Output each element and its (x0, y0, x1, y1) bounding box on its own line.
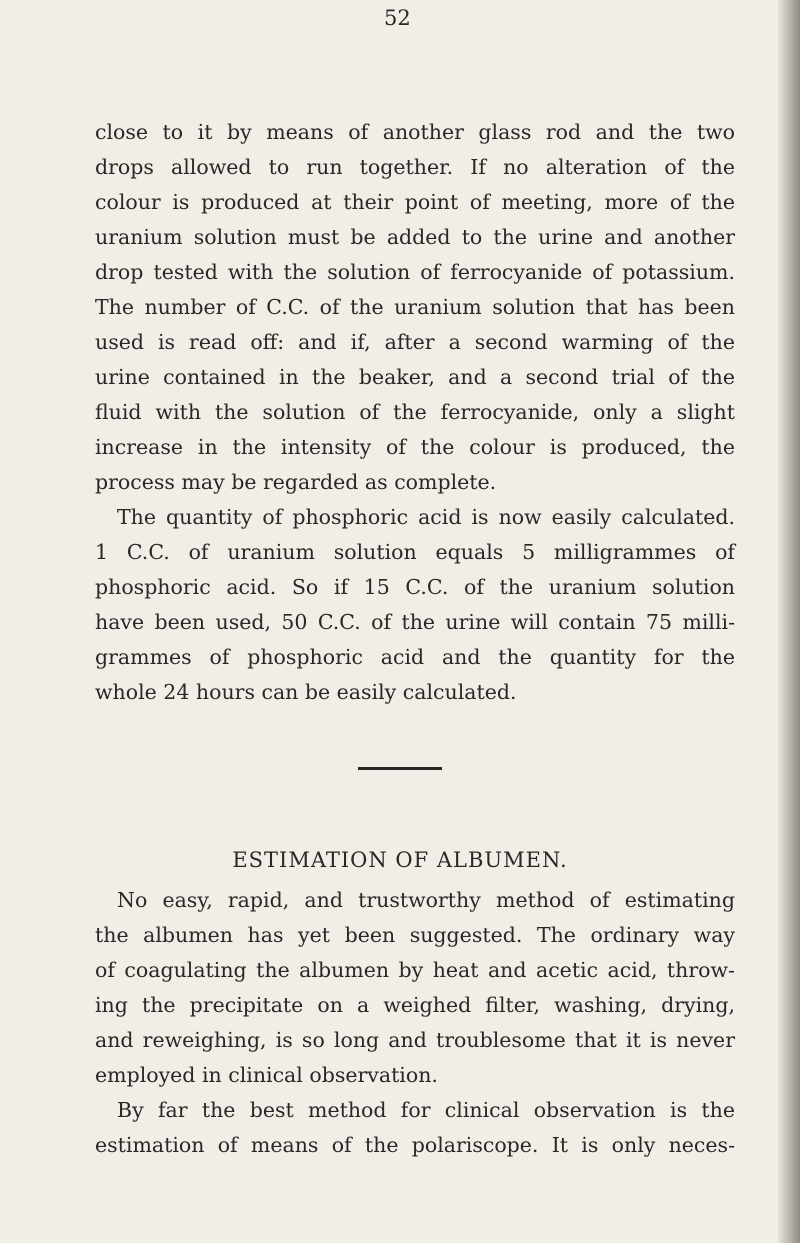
page-number: 52 (384, 6, 411, 30)
text-line: estimation of means of the polariscope. It is only neces- (95, 1133, 735, 1157)
text-line: increase in the intensity of the colour is produced, the (95, 435, 735, 459)
text-line: 1 C.C. of uranium solution equals 5 milligrammes of (95, 540, 735, 564)
text-line: whole 24 hours can be easily calculated. (95, 680, 517, 704)
text-line: employed in clinical observation. (95, 1063, 438, 1087)
text-line: drops allowed to run together. If no alteration of the (95, 155, 735, 179)
text-line: By far the best method for clinical observation is the (117, 1098, 735, 1122)
text-line: uranium solution must be added to the urine and another (95, 225, 735, 249)
section-heading: ESTIMATION OF ALBUMEN. (232, 848, 568, 872)
text-line: grammes of phosphoric acid and the quantity for the (95, 645, 735, 669)
text-line: of coagulating the albumen by heat and acetic acid, throw- (95, 958, 735, 982)
section-divider (358, 767, 442, 770)
text-line: the albumen has yet been suggested. The ordinary way (95, 923, 735, 947)
text-line: fluid with the solution of the ferrocyanide, only a slight (95, 400, 735, 424)
text-line: ing the precipitate on a weighed filter, washing, drying, (95, 993, 735, 1017)
book-binding-shadow (778, 0, 800, 1243)
text-line: The quantity of phosphoric acid is now easily calculated. (117, 505, 735, 529)
text-line: colour is produced at their point of meeting, more of the (95, 190, 735, 214)
text-line: used is read off: and if, after a second warming of the (95, 330, 735, 354)
text-line: No easy, rapid, and trustworthy method of estimating (117, 888, 735, 912)
text-line: drop tested with the solution of ferrocyanide of potassium. (95, 260, 735, 284)
text-line: The number of C.C. of the uranium solution that has been (95, 295, 735, 319)
text-line: urine contained in the beaker, and a second trial of the (95, 365, 735, 389)
text-line: process may be regarded as complete. (95, 470, 497, 494)
text-line: close to it by means of another glass rod and the two (95, 120, 735, 144)
text-line: have been used, 50 C.C. of the urine will contain 75 milli- (95, 610, 735, 634)
text-line: and reweighing, is so long and troublesome that it is never (95, 1028, 735, 1052)
text-line: phosphoric acid. So if 15 C.C. of the uranium solution (95, 575, 735, 599)
